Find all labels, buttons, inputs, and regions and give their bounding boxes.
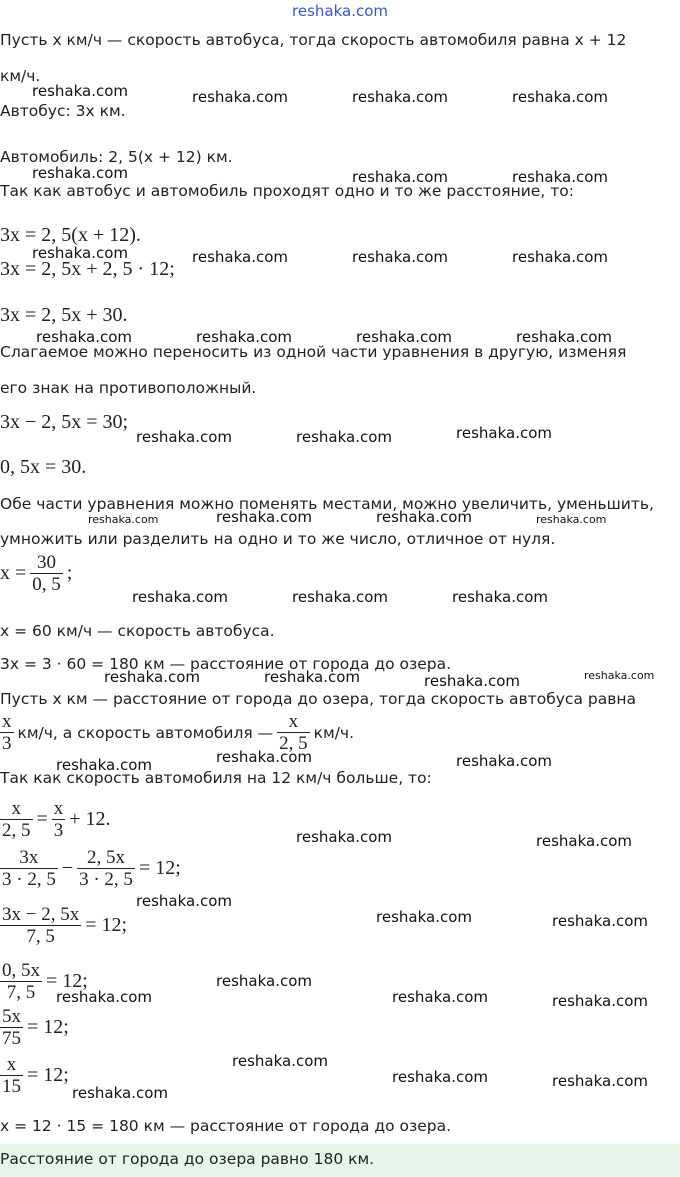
line-14: умножить или разделить на одно и то же число, отличное от нуля. (0, 530, 556, 548)
eq-tail: = 12; (27, 1064, 69, 1086)
watermark: reshaka.com (356, 328, 452, 346)
eq-tail: + 12. (69, 808, 111, 830)
speeds-mid-text: км/ч, а скорость автомобиля — (17, 723, 274, 742)
watermark: reshaka.com (136, 428, 232, 446)
answer-box (0, 1144, 680, 1177)
watermark: reshaka.com (296, 828, 392, 846)
line-17: 3x = 3 · 60 = 180 км — расстояние от города до озера. (0, 655, 452, 673)
equation-21 (0, 798, 111, 841)
watermark: reshaka.com (32, 164, 128, 182)
fraction (0, 960, 42, 1003)
speeds-tail-text: км/ч. (313, 723, 355, 742)
watermark: reshaka.com (32, 82, 128, 100)
watermark: reshaka.com (512, 88, 608, 106)
watermark: reshaka.com (352, 88, 448, 106)
line-3: Автобус: 3x км. (0, 102, 126, 120)
equation-25 (0, 1006, 69, 1049)
numerator: x (53, 798, 64, 819)
watermark: reshaka.com (88, 513, 159, 526)
denominator: 3 (53, 820, 64, 841)
denominator: 7, 5 (26, 926, 55, 947)
fraction-bus-speed (0, 711, 14, 754)
denominator: 75 (2, 1028, 21, 1049)
watermark: reshaka.com (552, 1072, 648, 1090)
line-27: x = 12 · 15 = 180 км — расстояние от города до озера. (0, 1117, 452, 1135)
numerator: 30 (30, 552, 63, 574)
eq-tail: ; (66, 562, 73, 584)
numerator: 3x − 2, 5x (2, 904, 80, 925)
line-9: Слагаемое можно переносить из одной части уравнения в другую, изменяя (0, 343, 627, 361)
eq-tail: = 12; (85, 914, 128, 936)
line-5: Так как автобус и автомобиль проходят одно и то же расстояние, то: (0, 182, 574, 200)
watermark: reshaka.com (512, 168, 608, 186)
watermark: reshaka.com (552, 992, 648, 1010)
line-6: 3x = 2, 5(x + 12). (0, 224, 141, 246)
watermark: reshaka.com (192, 248, 288, 266)
watermark: reshaka.com (456, 752, 552, 770)
denominator: 3 · 2, 5 (79, 869, 133, 890)
line-16: x = 60 км/ч — скорость автобуса. (0, 622, 275, 640)
fraction (0, 1006, 23, 1049)
fraction (0, 847, 58, 890)
fraction (0, 904, 81, 947)
watermark: reshaka.com (392, 988, 488, 1006)
line-1: Пусть x км/ч — скорость автобуса, тогда скорость автомобиля равна x + 12 (0, 31, 627, 49)
watermark: reshaka.com (196, 328, 292, 346)
eq-lhs: x = (0, 562, 27, 584)
watermark: reshaka.com (32, 244, 128, 262)
watermark: reshaka.com (264, 668, 360, 686)
watermark: reshaka.com (104, 668, 200, 686)
watermark: reshaka.com (72, 1084, 168, 1102)
line-4: Автомобиль: 2, 5(x + 12) км. (0, 148, 233, 166)
watermark: reshaka.com (216, 972, 312, 990)
fraction (0, 798, 33, 841)
watermark: reshaka.com (536, 513, 607, 526)
watermark: reshaka.com (232, 1052, 328, 1070)
watermark: reshaka.com (216, 748, 312, 766)
header-watermark[interactable]: reshaka.com (292, 2, 388, 20)
line-8: 3x = 2, 5x + 30. (0, 304, 128, 326)
watermark: reshaka.com (512, 248, 608, 266)
eq-tail: = 12; (27, 1016, 69, 1038)
denominator: 0, 5 (32, 574, 61, 595)
watermark: reshaka.com (376, 908, 472, 926)
denominator: 2, 5 (279, 733, 308, 754)
denominator: 7, 5 (6, 982, 36, 1003)
eq-tail: = 12; (138, 857, 181, 879)
denominator: 15 (2, 1076, 21, 1097)
watermark: reshaka.com (352, 248, 448, 266)
watermark: reshaka.com (452, 588, 548, 606)
watermark: reshaka.com (296, 428, 392, 446)
equation-x-30-over-05 (0, 552, 72, 595)
fraction (0, 1054, 23, 1097)
line-12: 0, 5x = 30. (0, 456, 87, 478)
watermark: reshaka.com (56, 988, 152, 1006)
watermark: reshaka.com (136, 892, 232, 910)
denominator: 3 (2, 733, 12, 754)
denominator: 3 · 2, 5 (2, 869, 56, 890)
watermark: reshaka.com (292, 588, 388, 606)
watermark: reshaka.com (216, 508, 312, 526)
watermark: reshaka.com (132, 588, 228, 606)
watermark: reshaka.com (456, 424, 552, 442)
watermark: reshaka.com (516, 328, 612, 346)
fraction (77, 847, 135, 890)
line-20: Так как скорость автомобиля на 12 км/ч больше, то: (0, 769, 432, 787)
watermark: reshaka.com (36, 328, 132, 346)
line-10: его знак на противоположный. (0, 379, 257, 397)
watermark: reshaka.com (552, 912, 648, 930)
numerator: 5x (2, 1006, 21, 1027)
watermark: reshaka.com (56, 756, 152, 774)
operator: − (61, 857, 74, 879)
equation-26 (0, 1054, 69, 1097)
equation-23 (0, 904, 127, 947)
fraction (30, 552, 63, 595)
watermark: reshaka.com (424, 672, 520, 690)
denominator: 2, 5 (2, 820, 31, 841)
watermark: reshaka.com (584, 669, 655, 682)
numerator: 0, 5x (2, 960, 40, 981)
watermark: reshaka.com (192, 88, 288, 106)
numerator: x (0, 1054, 23, 1076)
operator: = (36, 808, 48, 830)
line-2: км/ч. (0, 67, 41, 85)
eq-tail: = 12; (46, 970, 88, 992)
line-7: 3x = 2, 5x + 2, 5 · 12; (0, 258, 175, 280)
line-18: Пусть x км — расстояние от города до озера, тогда скорость автобуса равна (0, 690, 636, 708)
watermark: reshaka.com (376, 508, 472, 526)
numerator: 3x (0, 847, 58, 869)
equation-22 (0, 847, 181, 890)
numerator: 2, 5x (77, 847, 135, 869)
answer-text: Расстояние от города до озера равно 180 км. (0, 1150, 375, 1168)
fraction (52, 798, 66, 841)
watermark: reshaka.com (536, 832, 632, 850)
watermark: reshaka.com (352, 168, 448, 186)
line-11: 3x − 2, 5x = 30; (0, 411, 129, 433)
numerator: x (2, 711, 12, 732)
line-13: Обе части уравнения можно поменять местами, можно увеличить, уменьшить, (0, 495, 654, 513)
numerator: x (277, 711, 310, 733)
numerator: x (0, 798, 33, 820)
watermark: reshaka.com (392, 1068, 488, 1086)
